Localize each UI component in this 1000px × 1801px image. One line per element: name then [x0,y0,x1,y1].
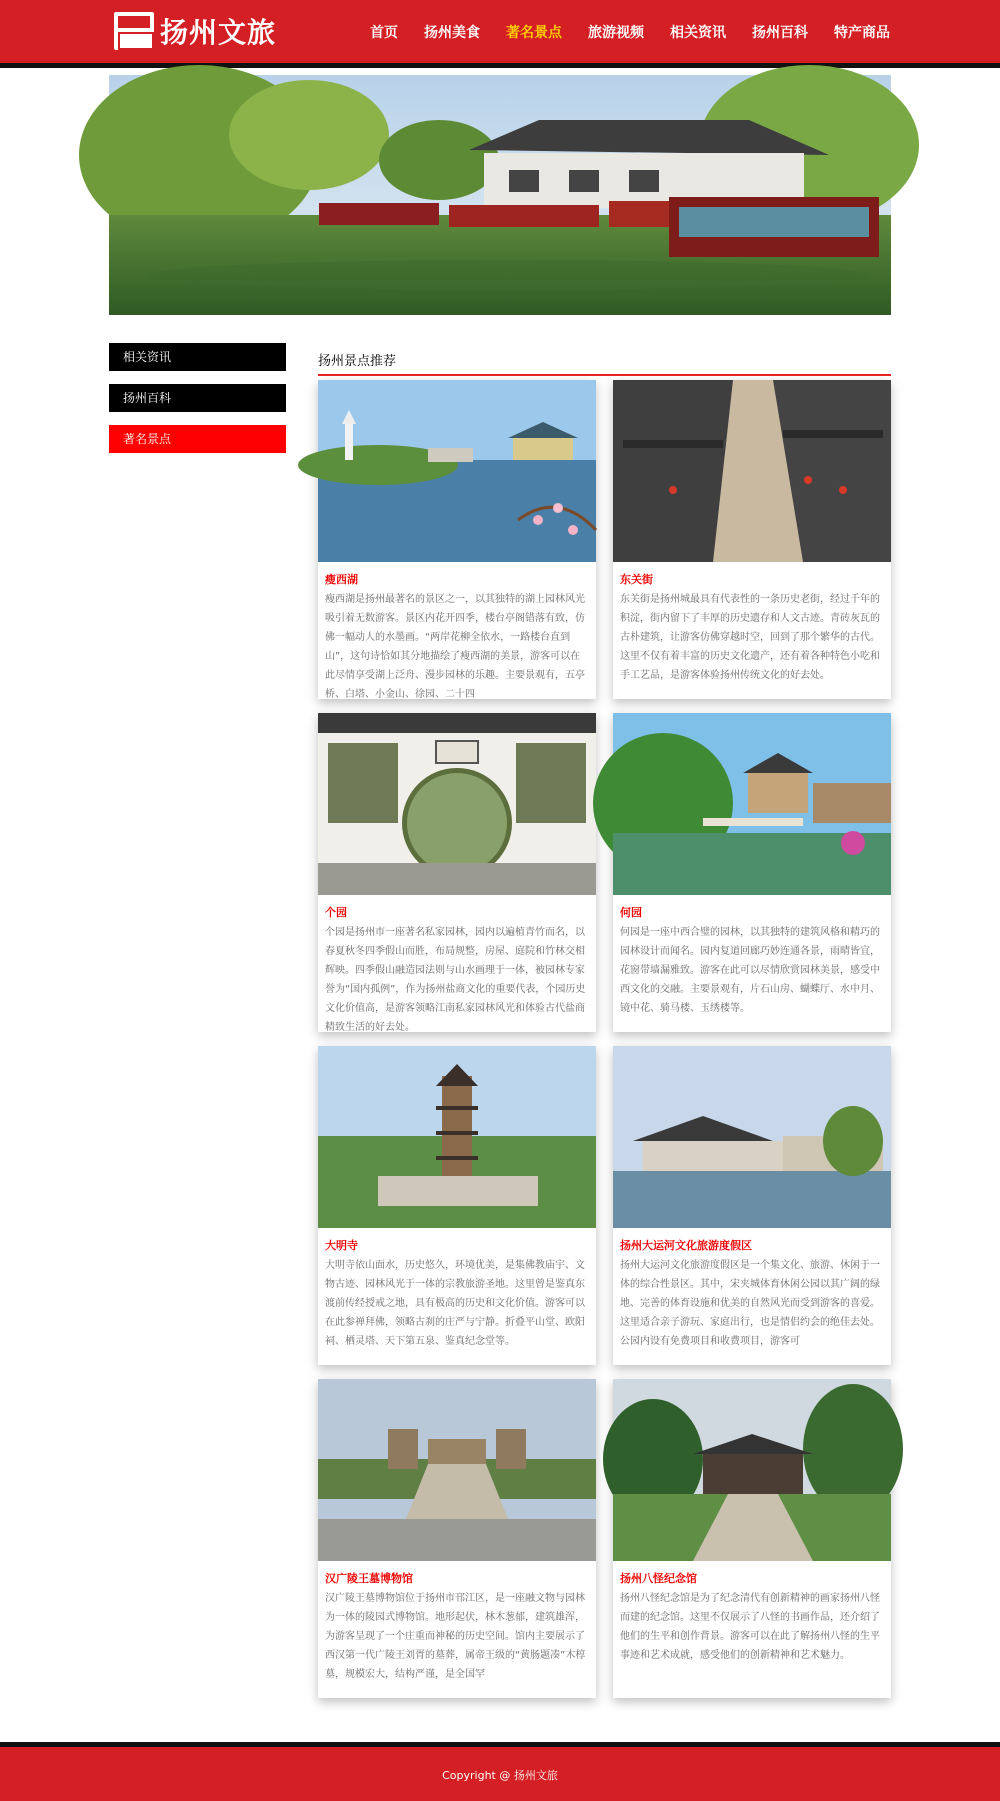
attraction-description: 扬州大运河文化旅游度假区是一个集文化、旅游、休闲于一体的综合性景区。其中，宋夹城体育休闲公园以其广阔的绿地、完善的体育设施和优美的自然风光而受到游客的喜爱。这里适合亲子游玩、家庭出行，也是情侣约会的绝佳去处。公园内设有免费项目和收费项目，游客可 [620,1260,880,1347]
banner-image [109,75,891,315]
nav-food[interactable]: 扬州美食 [424,24,480,41]
sidebar-item-news[interactable]: 相关资讯 [109,343,286,371]
attraction-card[interactable] [318,1379,596,1698]
attraction-card[interactable] [613,1046,891,1365]
section-title: 扬州景点推荐 [318,350,891,376]
attraction-photo [613,380,891,562]
attraction-description: 何园是一座中西合璧的园林，以其独特的建筑风格和精巧的园林设计而闻名。园内复道回廊巧妙连通各景，雨晴皆宜，花窗带墙漏雅致。游客在此可以尽情欣赏园林美景，感受中西文化的交融。主要景观有，片石山房、蝴蝶厅、水中月、镜中花、骑马楼、玉绣楼等。 [620,927,880,1014]
nav-encyclopedia[interactable]: 扬州百科 [752,24,808,41]
attraction-card[interactable] [318,380,596,699]
attraction-title: 扬州大运河文化旅游度假区 [620,1239,752,1252]
footer-divider [0,1742,1000,1747]
main-nav [344,0,890,63]
attraction-description: 东关街是扬州城最具有代表性的一条历史老街，经过千年的积淀，街内留下了丰厚的历史遗存和人文古迹。青砖灰瓦的古朴建筑，让游客仿佛穿越时空，回到了那个繁华的古代。这里不仅有着丰富的历史文化遗产，还有着各种特色小吃和手工艺品，是游客体验扬州传统文化的好去处。 [620,594,880,681]
attraction-photo [613,1046,891,1228]
attraction-card[interactable] [318,713,596,1032]
attraction-photo [318,380,596,562]
attraction-description: 扬州八怪纪念馆是为了纪念清代有创新精神的画家扬州八怪而建的纪念馆。这里不仅展示了八怪的书画作品，还介绍了他们的生平和创作背景。游客可以在此了解扬州八怪的生平事迹和艺术成就，感受他们的创新精神和艺术魅力。 [620,1593,880,1661]
nav-home[interactable]: 首页 [370,24,398,41]
nav-products[interactable]: 特产商品 [834,24,890,41]
logo-emblem-icon [114,12,154,50]
attraction-description: 个园是扬州市一座著名私家园林，园内以遍植青竹而名，以春夏秋冬四季假山而胜，布局规整，房屋、庭院和竹林交相辉映。四季假山融造园法则与山水画理于一体，被园林专家誉为“国内孤例”，作为扬州盐商文化的重要代表，个园历史文化价值高，是游客领略江南私家园林风光和体验古代盐商精致生活的好去处。 [325,927,586,1033]
attraction-photo [613,1379,891,1561]
nav-attractions[interactable]: 著名景点 [506,24,562,41]
attraction-title: 瘦西湖 [325,573,358,586]
sidebar [109,343,286,466]
nav-videos[interactable]: 旅游视频 [588,24,644,41]
header-divider [0,63,1000,68]
footer-copyright: Copyright @ 扬州文旅 [442,1769,558,1782]
attraction-title: 汉广陵王墓博物馆 [325,1572,413,1585]
attraction-description: 瘦西湖是扬州最著名的景区之一，以其独特的湖上园林风光吸引着无数游客。景区内花开四季，楼台亭阁错落有致，仿佛一幅动人的水墨画。“两岸花柳全依水，一路楼台直到山”，这句诗恰如其分地描绘了瘦西湖的美景，游客可以在此尽情享受湖上泛舟、漫步园林的乐趣。主要景观有，五亭桥、白塔、小金山、徐园、二十四 [325,594,585,700]
attraction-title: 大明寺 [325,1239,358,1252]
attraction-title: 扬州八怪纪念馆 [620,1572,697,1585]
logo[interactable] [114,11,276,51]
attraction-card[interactable] [613,1379,891,1698]
attraction-photo [318,1379,596,1561]
attraction-title: 个园 [325,906,347,919]
attraction-card[interactable] [318,1046,596,1365]
attraction-card[interactable] [613,380,891,699]
attraction-description: 汉广陵王墓博物馆位于扬州市邗江区，是一座融文物与园林为一体的陵园式博物馆。地形起伏，林木葱郁，建筑雄浑，为游客呈现了一个庄重而神秘的历史空间。馆内主要展示了西汉第一代广陵王刘胥的墓葬，属帝王级的“黄肠题凑”木椁墓，规模宏大，结构严谨，是全国罕 [325,1593,586,1680]
sidebar-item-attractions[interactable]: 著名景点 [109,425,286,453]
attraction-description: 大明寺依山面水，历史悠久，环境优美，是集佛教庙宇、文物古迹、园林风光于一体的宗教旅游圣地。这里曾是鉴真东渡前传经授戒之地，具有极高的历史和文化价值。游客可以在此参禅拜佛，领略古刹的庄严与宁静。折叠平山堂、欧阳祠、栖灵塔、天下第五泉、鉴真纪念堂等。 [325,1260,585,1347]
nav-news[interactable]: 相关资讯 [670,24,726,41]
sidebar-item-encyclopedia[interactable]: 扬州百科 [109,384,286,412]
attraction-title: 东关街 [620,573,653,586]
logo-text: 扬州文旅 [160,16,277,49]
attraction-photo [613,713,891,895]
attraction-title: 何园 [620,906,642,919]
attraction-photo [318,713,596,895]
attraction-card[interactable] [613,713,891,1032]
attraction-photo [318,1046,596,1228]
